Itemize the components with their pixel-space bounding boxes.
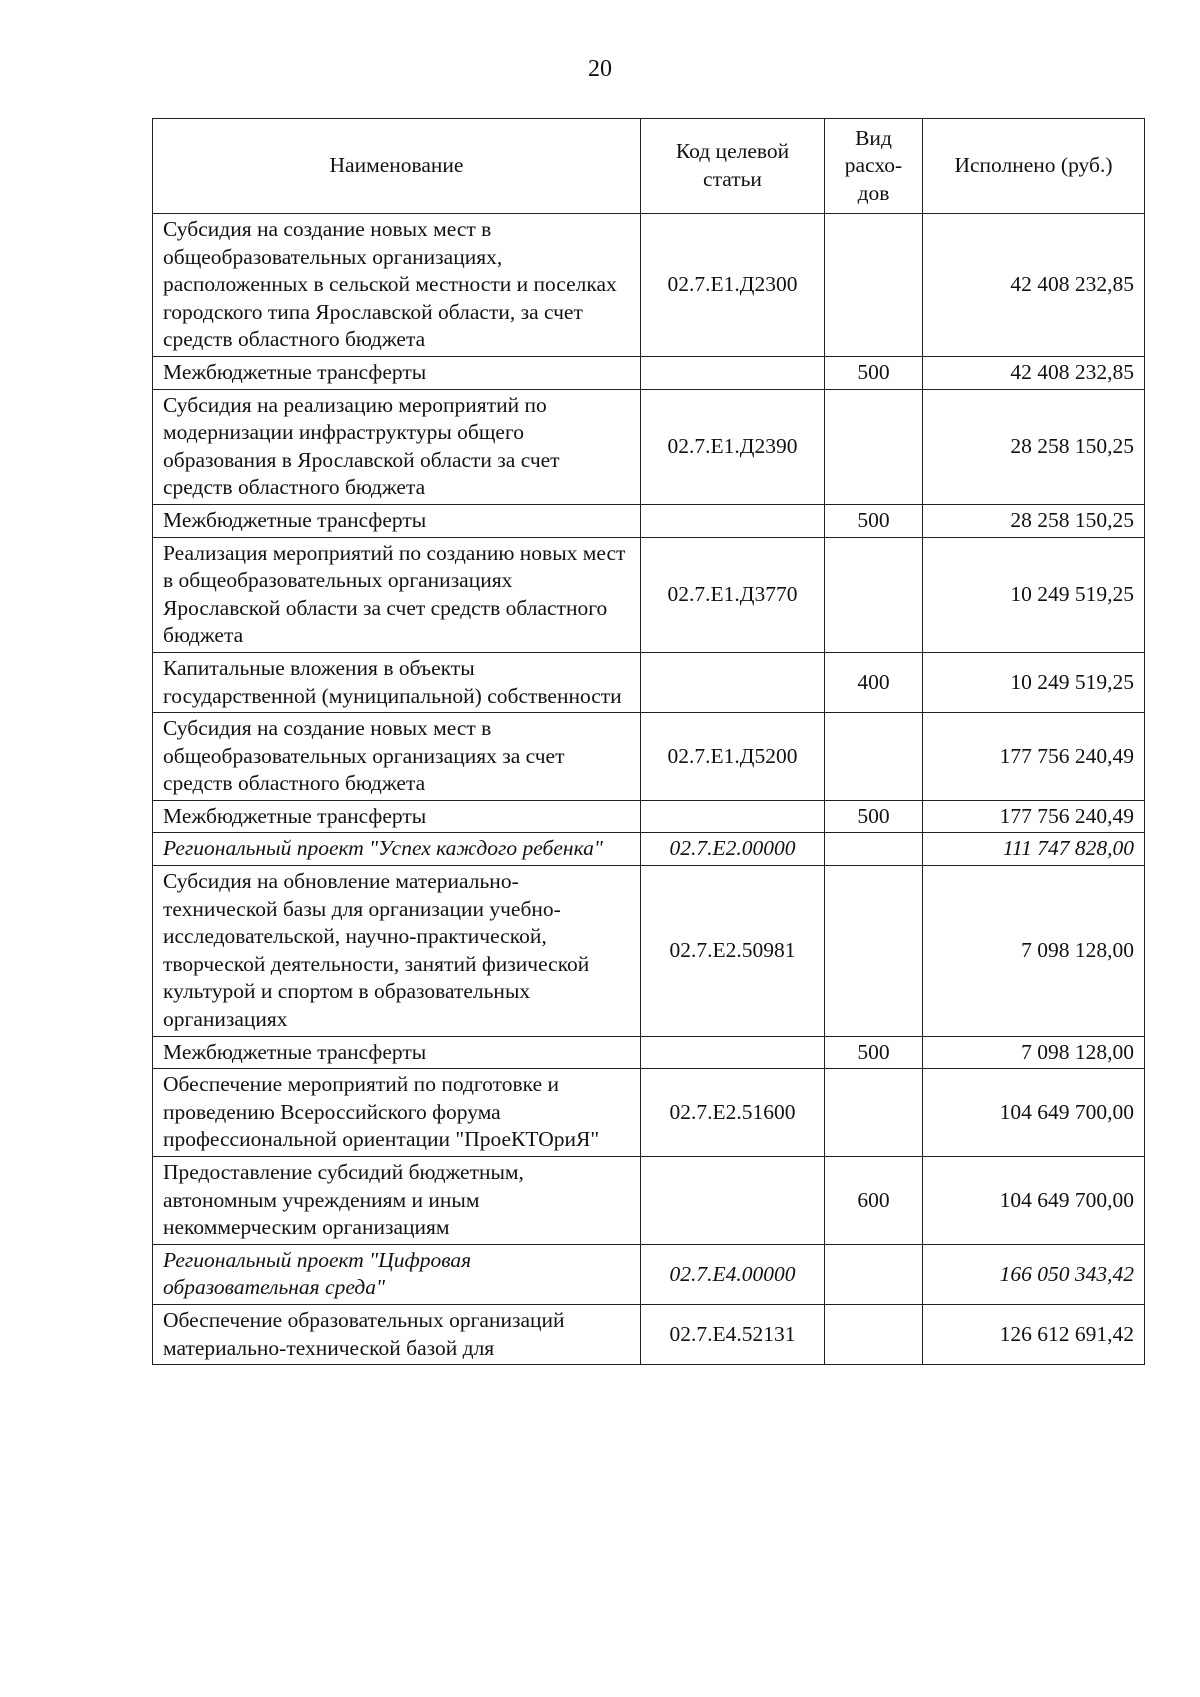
cell-code: 02.7.Е2.51600 <box>641 1069 825 1157</box>
header-code: Код целевой статьи <box>641 119 825 214</box>
cell-name: Межбюджетные трансферты <box>153 800 641 833</box>
cell-name: Предоставление субсидий бюджетным, автономным учреждениям и иным некоммерческим организациям <box>153 1157 641 1245</box>
table-body <box>153 214 1145 1365</box>
cell-name: Субсидия на создание новых мест в общеобразовательных организациях за счет средств областного бюджета <box>153 713 641 801</box>
header-amount: Исполнено (руб.) <box>923 119 1145 214</box>
cell-type <box>825 389 923 504</box>
table-row-project <box>153 1244 1145 1304</box>
cell-code: 02.7.Е2.00000 <box>641 833 825 866</box>
cell-code <box>641 800 825 833</box>
cell-code: 02.7.Е1.Д5200 <box>641 713 825 801</box>
cell-code <box>641 652 825 712</box>
cell-code: 02.7.Е1.Д2300 <box>641 214 825 357</box>
cell-type <box>825 214 923 357</box>
budget-table <box>152 118 1145 1365</box>
cell-amount: 177 756 240,49 <box>923 713 1145 801</box>
cell-name: Обеспечение образовательных организаций материально-технической базой для <box>153 1304 641 1364</box>
cell-name: Региональный проект "Цифровая образовательная среда" <box>153 1244 641 1304</box>
cell-code <box>641 356 825 389</box>
cell-name: Межбюджетные трансферты <box>153 356 641 389</box>
page-number: 20 <box>588 56 612 82</box>
cell-type <box>825 713 923 801</box>
table-row <box>153 652 1145 712</box>
cell-type <box>825 1304 923 1364</box>
cell-amount: 10 249 519,25 <box>923 652 1145 712</box>
cell-amount: 42 408 232,85 <box>923 356 1145 389</box>
table-row <box>153 1304 1145 1364</box>
cell-type <box>825 833 923 866</box>
cell-code <box>641 1157 825 1245</box>
cell-type: 500 <box>825 356 923 389</box>
cell-code <box>641 1036 825 1069</box>
cell-type: 500 <box>825 800 923 833</box>
cell-amount: 7 098 128,00 <box>923 1036 1145 1069</box>
table-row <box>153 800 1145 833</box>
cell-type <box>825 866 923 1037</box>
cell-code: 02.7.Е2.50981 <box>641 866 825 1037</box>
cell-type <box>825 1244 923 1304</box>
cell-type: 600 <box>825 1157 923 1245</box>
cell-amount: 104 649 700,00 <box>923 1069 1145 1157</box>
cell-name: Обеспечение мероприятий по подготовке и проведению Всероссийского форума профессиональной ориентации "ПроеКТОриЯ" <box>153 1069 641 1157</box>
cell-amount: 7 098 128,00 <box>923 866 1145 1037</box>
cell-name: Межбюджетные трансферты <box>153 1036 641 1069</box>
cell-amount: 177 756 240,49 <box>923 800 1145 833</box>
table-row <box>153 1157 1145 1245</box>
table-row <box>153 214 1145 357</box>
cell-code: 02.7.Е1.Д3770 <box>641 537 825 652</box>
cell-code <box>641 504 825 537</box>
cell-amount: 28 258 150,25 <box>923 389 1145 504</box>
cell-name: Региональный проект "Успех каждого ребенка" <box>153 833 641 866</box>
table-row <box>153 389 1145 504</box>
cell-name: Межбюджетные трансферты <box>153 504 641 537</box>
table-row <box>153 866 1145 1037</box>
cell-name: Субсидия на обновление материально-технической базы для организации учебно-исследовательской, научно-практической, творческой деятельности, занятий физической культурой и спортом в образовательных организациях <box>153 866 641 1037</box>
table-row <box>153 356 1145 389</box>
cell-code: 02.7.Е4.52131 <box>641 1304 825 1364</box>
cell-amount: 104 649 700,00 <box>923 1157 1145 1245</box>
table-header-row <box>153 119 1145 214</box>
cell-name: Субсидия на создание новых мест в общеобразовательных организациях, расположенных в сельской местности и поселках городского типа Ярославской области, за счет средств областного бюджета <box>153 214 641 357</box>
table-row-project <box>153 833 1145 866</box>
table-row <box>153 537 1145 652</box>
table-row <box>153 504 1145 537</box>
table-row <box>153 1069 1145 1157</box>
cell-amount: 42 408 232,85 <box>923 214 1145 357</box>
cell-type: 500 <box>825 504 923 537</box>
cell-type <box>825 537 923 652</box>
header-name: Наименование <box>153 119 641 214</box>
header-type: Вид расхо-дов <box>825 119 923 214</box>
cell-name: Реализация мероприятий по созданию новых мест в общеобразовательных организациях Ярославской области за счет средств областного бюджета <box>153 537 641 652</box>
cell-amount: 166 050 343,42 <box>923 1244 1145 1304</box>
cell-type <box>825 1069 923 1157</box>
cell-name: Субсидия на реализацию мероприятий по модернизации инфраструктуры общего образования в Ярославской области за счет средств областного бюджета <box>153 389 641 504</box>
cell-name: Капитальные вложения в объекты государственной (муниципальной) собственности <box>153 652 641 712</box>
cell-amount: 111 747 828,00 <box>923 833 1145 866</box>
cell-amount: 28 258 150,25 <box>923 504 1145 537</box>
cell-code: 02.7.Е4.00000 <box>641 1244 825 1304</box>
table-row <box>153 713 1145 801</box>
cell-code: 02.7.Е1.Д2390 <box>641 389 825 504</box>
cell-amount: 10 249 519,25 <box>923 537 1145 652</box>
cell-type: 500 <box>825 1036 923 1069</box>
table-row <box>153 1036 1145 1069</box>
cell-amount: 126 612 691,42 <box>923 1304 1145 1364</box>
cell-type: 400 <box>825 652 923 712</box>
